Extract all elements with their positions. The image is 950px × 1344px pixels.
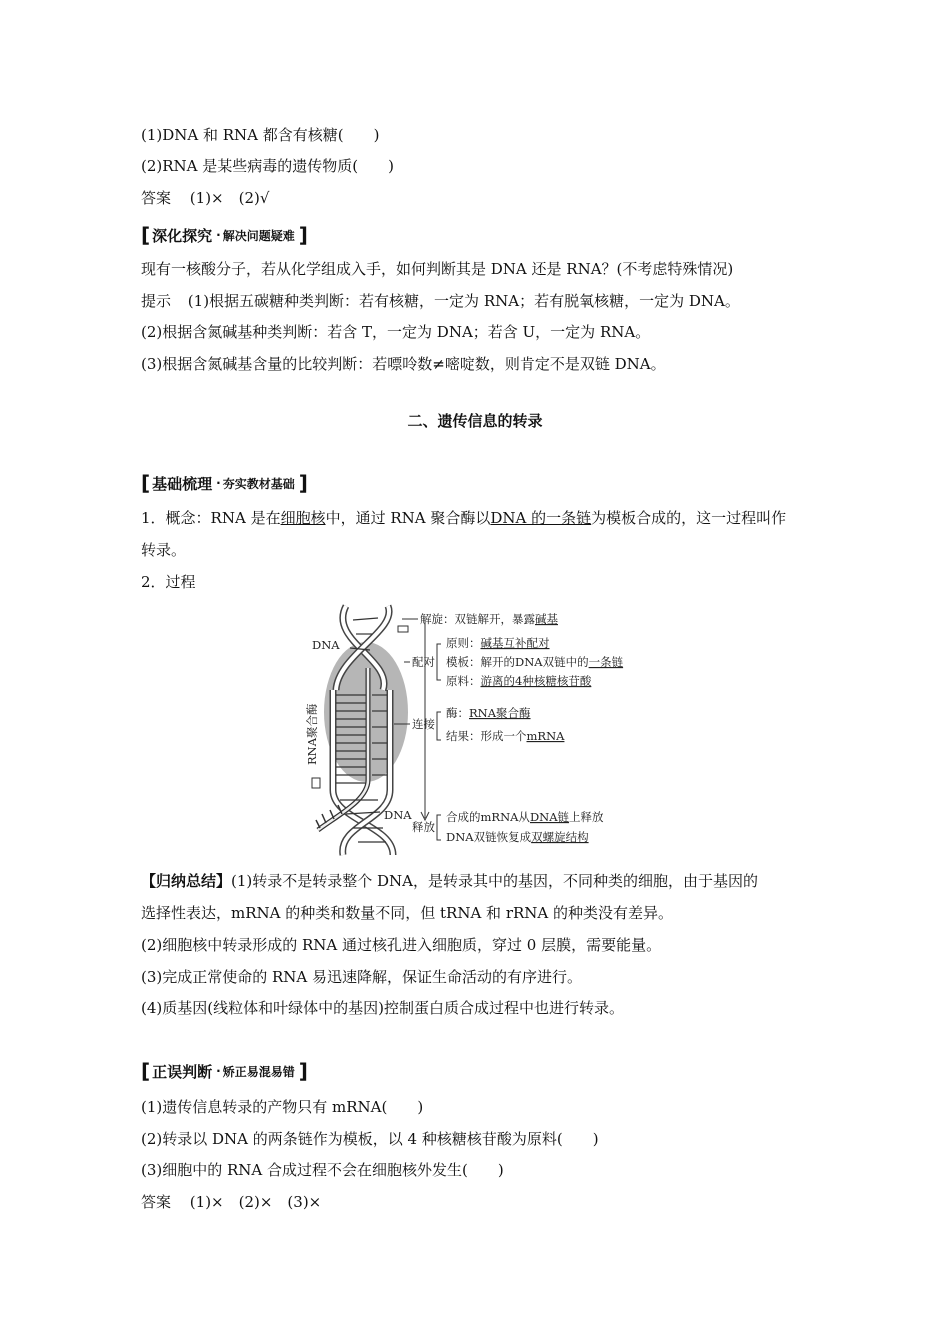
tag-main: 正误判断 — [152, 1062, 213, 1081]
step-link: 连接 — [412, 717, 435, 731]
summary-3: (3)完成正常使命的 RNA 易迅速降解，保证生命活动的有序进行。 — [141, 968, 583, 986]
hint-3: (3)根据含氮碱基含量的比较判断：若嘌呤数≠嘧啶数，则肯定不是双链 DNA。 — [141, 355, 666, 373]
tag-main: 基础梳理 — [152, 474, 213, 493]
release-2: DNA双链恢复成双螺旋结构 — [446, 830, 589, 844]
underlined-term: DNA 的一条链 — [490, 509, 592, 527]
answer-line — [141, 187, 269, 209]
basic-tag: [ 基础梳理 · 夯实教材基础 ] — [141, 471, 308, 495]
tag-main: 深化探究 — [152, 226, 213, 245]
answer-text: (1)× (2)√ — [189, 189, 270, 207]
judge-answer — [141, 1191, 321, 1213]
dna-label-bottom: DNA — [384, 808, 412, 822]
concept-line-2: 转录。 — [141, 541, 187, 559]
process-heading: 2．过程 — [141, 573, 196, 591]
step-unwind: 解旋：双链解开，暴露碱基 — [420, 612, 558, 626]
link-result: 结果：形成一个mRNA — [446, 729, 565, 743]
free-nucleotide — [398, 626, 408, 632]
dna-label-top: DNA — [312, 638, 340, 652]
hint-label: 提示 — [141, 292, 172, 310]
summary-1b: 选择性表达，mRNA 的种类和数量不同，但 tRNA 和 rRNA 的种类没有差异。 — [141, 904, 674, 922]
tag-sub: 矫正易混易错 — [222, 1064, 295, 1079]
inquiry-question: 现有一核酸分子，若从化学组成入手，如何判断其是 DNA 还是 RNA？(不考虑特殊情况) — [141, 260, 734, 278]
judge-tag: [ 正误判断 · 矫正易混易错 ] — [141, 1059, 308, 1083]
pair-principle: 原则：碱基互补配对 — [446, 636, 550, 650]
link-enzyme: 酶：RNA聚合酶 — [446, 706, 531, 720]
question-1: (1)DNA 和 RNA 都含有核糖( ) — [141, 126, 380, 144]
answer-text: (1)× (2)× (3)× — [189, 1193, 322, 1211]
summary-2: (2)细胞核中转录形成的 RNA 通过核孔进入细胞质，穿过 0 层膜，需要能量。 — [141, 936, 662, 954]
judge-q2: (2)转录以 DNA 的两条链作为模板，以 4 种核糖核苷酸为原料( ) — [141, 1130, 599, 1148]
judge-q1: (1)遗传信息转录的产物只有 mRNA( ) — [141, 1098, 424, 1116]
judge-q3: (3)细胞中的 RNA 合成过程不会在细胞核外发生( ) — [141, 1161, 504, 1179]
step-pair: 配对 — [412, 655, 435, 669]
underlined-term: 细胞核 — [280, 509, 326, 527]
step-release: 释放 — [412, 820, 435, 834]
answer-label: 答案 — [141, 189, 172, 207]
summary-1a: 【归纳总结】(1)转录不是转录整个 DNA，是转录其中的基因，不同种类的细胞，由于基因的 — [141, 872, 759, 890]
free-nucleotide — [312, 778, 320, 788]
section-heading: 二、遗传信息的转录 — [407, 412, 543, 430]
pair-material: 原料：游离的4种核糖核苷酸 — [446, 674, 592, 688]
question-2: (2)RNA 是某些病毒的遗传物质( ) — [141, 157, 394, 175]
pair-template: 模板：解开的DNA双链中的一条链 — [446, 655, 624, 669]
transcription-diagram — [298, 600, 658, 858]
hint-2: (2)根据含氮碱基种类判断：若含 T，一定为 DNA；若含 U，一定为 RNA。 — [141, 323, 651, 341]
concept-line: 1．概念：RNA 是在细胞核中，通过 RNA 聚合酶以DNA 的一条链为模板合成的，这一过程叫作 — [141, 509, 787, 527]
summary-4: (4)质基因(线粒体和叶绿体中的基因)控制蛋白质合成过程中也进行转录。 — [141, 999, 624, 1017]
hint-1: 提示 (1)根据五碳糖种类判断：若有核糖，一定为 RNA；若有脱氧核糖，一定为 DNA。 — [141, 292, 740, 310]
deep-inquiry-tag: [ 深化探究 · 解决问题疑难 ] — [141, 223, 308, 247]
answer-label: 答案 — [141, 1193, 172, 1211]
enzyme-vertical-label: RNA聚合酶 — [305, 703, 319, 765]
tag-sub: 解决问题疑难 — [222, 228, 295, 243]
release-1: 合成的mRNA从DNA链上释放 — [446, 810, 604, 824]
tag-sub: 夯实教材基础 — [222, 476, 295, 491]
summary-label: 【归纳总结】 — [141, 872, 232, 890]
